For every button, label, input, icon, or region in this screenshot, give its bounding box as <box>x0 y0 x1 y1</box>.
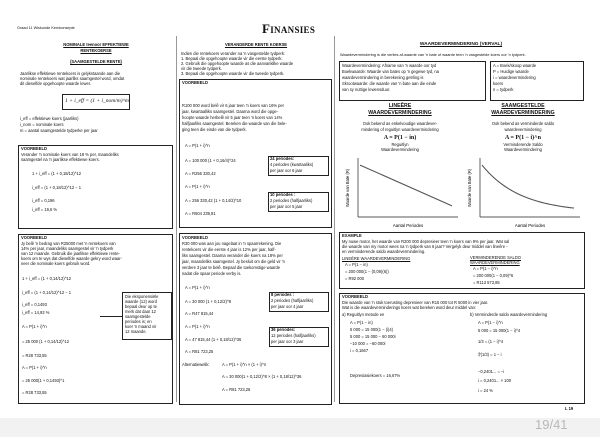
note-line: 36 periodes: <box>271 327 296 332</box>
compound-desc: Ook bekend as verminderde saldo <box>491 121 555 126</box>
example-step: A = 100 000 (1 + 0,16/4)^24 <box>185 158 236 163</box>
example-title: VOORBEELD <box>342 294 368 299</box>
alt-step: A = 30 000(1 + 0,12/2)^8 × (1 + 0,18/12)^36 <box>222 374 302 379</box>
example-step: i = 0,1667 <box>350 348 369 353</box>
page-title: Finansies <box>262 21 316 36</box>
compound-heading: WAARDEVERMINDERING <box>491 110 555 116</box>
intro-line: Indien die rentekoers verander na 'n vasgestelde tydperk: <box>181 51 286 56</box>
intro-line: 3. Bepaal die opgehoopte waarde vir die tweede tydperk. <box>181 71 285 76</box>
section-subheading: (SAAMGESTELDE RENTE) <box>70 59 122 64</box>
note-line: periodes is; en <box>125 319 152 324</box>
note-line: waarde (12) word <box>125 299 157 304</box>
compound-method-heading: WAARDEVERMINDERING <box>470 260 520 265</box>
example-step: A = P(1 + i)^n <box>22 365 47 370</box>
intro-line: 1. Bepaal die opgehoopte waarde vir die eerste tydperk. <box>181 56 283 61</box>
example-text: halfjaarliks saamgestel. Bereken die waarde van die bele- <box>182 121 287 126</box>
y-axis-label: Waarde van Bate (R) <box>467 168 472 208</box>
note-line: 24 periodes: <box>270 156 295 161</box>
definition-line: Skrootwaarde: die waarde van 'n bate aan die einde <box>342 81 437 86</box>
example-title: VOORBEELD <box>21 146 47 151</box>
x-axis-label: Aantal Periodes <box>514 223 546 228</box>
intro-line: 2. Gebruik die opgehoopte waarde as die aanvanklike waarde <box>181 61 294 66</box>
intro-line: Waardevermindering is die verlies af-waarde van 'n bate of waarde teen 'n vasgestelde koers oor 'n tydperk. <box>340 52 526 57</box>
example-text: van 12 maande. Gebruik die jaarlikse effektiewe rente- <box>21 251 120 256</box>
example-text: liks saamgestel. Daarna verander die koers na 18% per <box>182 253 283 258</box>
example-step: = R92 000 <box>345 276 365 281</box>
example-text: Die waarde van 'n stuk toerusting depresieer van R15 000 tot R 5000 in vier jaar. <box>342 300 489 305</box>
example-step: = R113 573,85 <box>473 280 500 285</box>
example-title: VOORBEELD <box>182 235 208 240</box>
example-step: = 25 000(1 + 0,1493)^1 <box>22 378 65 383</box>
example-step: i_eff = 14,93 % <box>22 310 50 315</box>
note-line: 12 periodes (halfjaarliks) <box>271 333 316 338</box>
example-text: saamgestel na 'n jaarlikse effektiewe koers. <box>21 157 100 162</box>
example-step: i_eff = 0,196 <box>32 198 55 203</box>
example-step: = R28 733,55 <box>22 353 47 358</box>
legend-line: i_nom = nominale koers <box>20 122 64 127</box>
linear-heading: LINEÊRE <box>388 103 412 109</box>
example-text: neer die nominale koers gebruik word. <box>21 261 91 266</box>
note-line: 10 periodes : <box>270 192 296 197</box>
linear-caption: Waardevermindering <box>381 147 419 152</box>
example-step: = 200 000(1 − 0,09)^6 <box>473 273 514 278</box>
definition-line: waardevermindering in berekening getrling is <box>342 75 424 80</box>
note-line: merk dat daar 12 <box>125 309 156 314</box>
section-heading: VERANDERDE RENTE KOERSE <box>224 42 288 47</box>
example-step: 5 000 = 15 000 − 60 000i <box>350 334 396 339</box>
example-text: Wat is die waardeverminderings koers wat bereken word deur middel van: <box>342 305 477 310</box>
example-text: rentekoers vir die eerste 4 jaar is 12% per jaar, half- <box>182 247 276 252</box>
linear-desc: Ook bekend as enkelvoudige waardever- <box>362 121 438 126</box>
note-line: 2 periodes (halfjaarliks) <box>271 298 314 303</box>
example-step: A = R81 723,25 <box>185 349 214 354</box>
example-step: A = R504 239,91 <box>185 211 216 216</box>
note-line: 12 maande. <box>125 329 147 334</box>
example-text: R30 000 was aan jou nagelaat in 'n spaarrekening. Die <box>182 241 282 246</box>
intro-line: vir die tweede tydperk. <box>181 66 222 71</box>
intro-line: Jaarlikse effektiewe rentekoers is gelykstaande aan die <box>20 71 121 76</box>
part-b-heading: b) Verminderde saldo waardevermindering <box>470 312 548 317</box>
example-step: A = P(1 + i)^n <box>185 324 210 329</box>
note-line: per jaar oor 6 jaar <box>270 168 303 173</box>
variable-line: n = tydperk <box>493 87 514 92</box>
linear-formula: A = P(1 − in) <box>383 135 417 141</box>
intro-line: dit dieselfde opgehoopte waarde lewer. <box>20 81 92 86</box>
example-text: nadat die spaar periode verby is. <box>182 271 242 276</box>
example-step: i_eff = (1 + 0,18/12)^12 − 1 <box>32 185 82 190</box>
example-text: verdere 3 jaar te belê. Bepaal die toekomstige waarde <box>182 265 281 270</box>
alt-label: Alternatiewelik: <box>182 362 210 367</box>
definition-line: Waardevermindering: Afname van 'n waarde oor tyd <box>342 63 437 68</box>
intro-line: nominale rentekoers wat jaarliks saamgestel word, omdat <box>20 76 125 81</box>
note-line: Die eksponensiële <box>125 294 159 299</box>
note-line: 8 periodes : <box>271 292 294 297</box>
linear-method-heading: LINEÊRE WAARDEVERMINDERING <box>342 256 411 261</box>
compound-heading: SAAMGESTELDE <box>501 103 545 109</box>
note-line: bepaal deur op te <box>125 304 157 309</box>
variable-line: i = waardevermindering <box>493 75 536 80</box>
example-step: A = P(1 − i)^n <box>478 320 503 325</box>
example-text: koers om te wys dat dieselfde waarde gekry word waar- <box>21 256 123 261</box>
example-step: −0,2401... = −i <box>478 369 505 374</box>
y-axis-label: Waarde van Bate (R) <box>345 168 350 208</box>
example-text: My nuwe motor, het waarde van R200 000 depresieer teen 'n koers van 9% per jaar. Wat sal <box>342 239 510 244</box>
part-a-heading: a) Reguitlyn metode en <box>342 312 385 317</box>
compound-method-heading: VERMINDERENDE SALDO <box>470 255 521 260</box>
compound-depreciation-curve <box>482 165 574 208</box>
example-step: = 25 000 (1 + 0,14/12)^12 <box>22 339 69 344</box>
example-step: i_eff = 19,6 % <box>32 207 58 212</box>
grade-label: Graad 11 Wiskunde Kernkonsepte <box>17 26 75 30</box>
viewer-footer <box>0 418 600 437</box>
alt-step: A = P(1 + i)^n × (1 + i)^n <box>222 362 267 367</box>
example-text: Verander 'n nominale koers van 18 % per, maandeliks <box>21 152 119 157</box>
linear-heading: WAARDEVERMINDERING <box>368 110 432 116</box>
column-divider <box>176 36 177 402</box>
definition-line: van sy nuttige lewensduur. <box>342 87 391 92</box>
example-step: 5 000 = 15 000(1 − i)^4 <box>478 328 521 333</box>
example-step: A = R256 330,42 <box>185 171 216 176</box>
legend-line: i_eff = effektiewe koers (jaarliks) <box>20 116 79 121</box>
example-step: = 200 000(1 − (0,09)(6)) <box>345 269 389 274</box>
page-counter: 19/41 <box>535 417 568 432</box>
definition-line: Boekwaarde: Waarde van bates op 'n gegewe tyd, na <box>342 69 439 74</box>
section-heading: NOMINALE teenoor EFFEKTIEWE <box>63 42 129 47</box>
example-text: Jy belê 'n bedrag van R25000 met 'n rentekoers van <box>21 241 116 246</box>
example-step: A = P(1 + i)^n <box>185 143 210 148</box>
section-heading: WAARDEVERMINDERING (VERVAL) <box>419 42 503 47</box>
example-step: i_eff = (1 + 0,14/12)^12 − 1 <box>22 290 72 295</box>
variable-line: A = Boek/skoop waarde <box>493 63 537 68</box>
example-step: A = R47 815,44 <box>185 311 214 316</box>
note-line: per jaar oor 4 jaar <box>271 304 304 309</box>
legend-line: m = aantal saamgestelde tydperke per jaar <box>20 128 98 133</box>
note-line: per jaar oor 5 jaar <box>270 204 303 209</box>
example-step: i = 0,2401... × 100 <box>478 378 512 383</box>
note-line: 2 periodes (halfjaarliks) <box>270 198 313 203</box>
example-step: A = P(1 + i)^n <box>185 184 210 189</box>
compound-formula: A = P(1 − i)^n <box>505 135 541 141</box>
note-line: koer 'n maand vir <box>125 324 157 329</box>
example-text: jaar, kwartaalliks saamgestel. Daarna word die opge- <box>182 109 279 114</box>
example-text: die waarde van my motor wees na 'n tydperk van 6 jaar? Vergelyk deur middel van lineêre - <box>342 244 508 249</box>
example-step: = R28 733,55 <box>22 390 47 395</box>
x-axis-label: Aantal Periodes <box>392 223 424 228</box>
note-line: per jaar oor 3 jaar <box>271 339 304 344</box>
example-title: VOORBEELD <box>21 235 47 240</box>
effective-formula: 1 + i_eff = (1 + i_nom/m)^m <box>65 98 129 104</box>
page-number: L 19 <box>565 406 574 411</box>
example-step: A = P(1 + i)^n <box>185 285 210 290</box>
example-step: A = 30 000 (1 + 0,12/2)^8 <box>185 299 232 304</box>
variable-line: koers <box>493 81 504 86</box>
example-text: R100 000 word belê vir 6 jaar teen 'n koers van 16% per <box>182 103 285 108</box>
example-step: 1 + i_eff = (1 + 0,14/12)^12 <box>22 276 72 281</box>
note-line: saamgestelde <box>125 314 151 319</box>
example-text: ging teen die einde van die tydperk. <box>182 127 247 132</box>
note-line: 4 periodes (kwartaaliks) <box>270 162 314 167</box>
column-divider <box>334 36 335 402</box>
linear-depreciation-line <box>360 165 452 206</box>
example-step: A = 47 815,44 (1 + 0,18/12)^36 <box>185 337 242 342</box>
example-step: i_eff = 0,1493 <box>22 302 47 307</box>
example-step: A = P(1 − in) <box>350 320 373 325</box>
linear-caption: Reguitlyn <box>391 142 409 147</box>
example-step: 1/3 = (1 − i)^4 <box>478 339 504 344</box>
arrow-icon <box>100 316 122 317</box>
example-step: A = 256 330,42 (1 + 0,14/2)^10 <box>185 198 242 203</box>
result-line: Depresiasiekoers = 16,67% <box>350 373 401 378</box>
example-step: 5 000 = 15 000(1 − (i)4) <box>350 327 394 332</box>
example-text: 14% per jaar, maandeliks saamgestel vir 'n tydperk <box>21 246 114 251</box>
example-step: i = 24 % <box>478 388 493 393</box>
example-step: 1 + i_eff = (1 + 0,18/12)^12 <box>32 171 82 176</box>
example-step: A = P(1 + i)^n <box>22 324 47 329</box>
compound-caption: Waardevermindering <box>504 147 542 152</box>
alt-step: A = R81 723,26 <box>222 387 251 392</box>
example-title: VOORBEELD <box>182 80 208 85</box>
variable-line: P = Huidige waarde <box>493 69 529 74</box>
example-text: hoopte waarde herbelê vir 5 jaar teen 'n koers van 14% <box>182 115 283 120</box>
example-text: jaar, maandeliks saamgestel. Jy besluit om die geld vir 'n <box>182 259 285 264</box>
example-step: ∜(1/3) = 1 − i <box>478 352 502 357</box>
example-step: A = P(1 − in) <box>345 262 368 267</box>
example-step: −10 000 = −60 000i <box>350 341 386 346</box>
example-step: A = P(1 − i)^n <box>473 266 498 271</box>
linear-desc: mindering of reguitlyn waardevermindering <box>361 127 439 132</box>
compound-caption: Verminderende Saldo <box>503 142 543 147</box>
example-text: en verminderende saldo waardevermindering. <box>342 249 426 254</box>
example-title: EXAMPLE <box>342 233 362 238</box>
section-heading: RENTEKOERSE <box>80 48 112 53</box>
compound-desc: waardevermindering <box>504 127 542 132</box>
